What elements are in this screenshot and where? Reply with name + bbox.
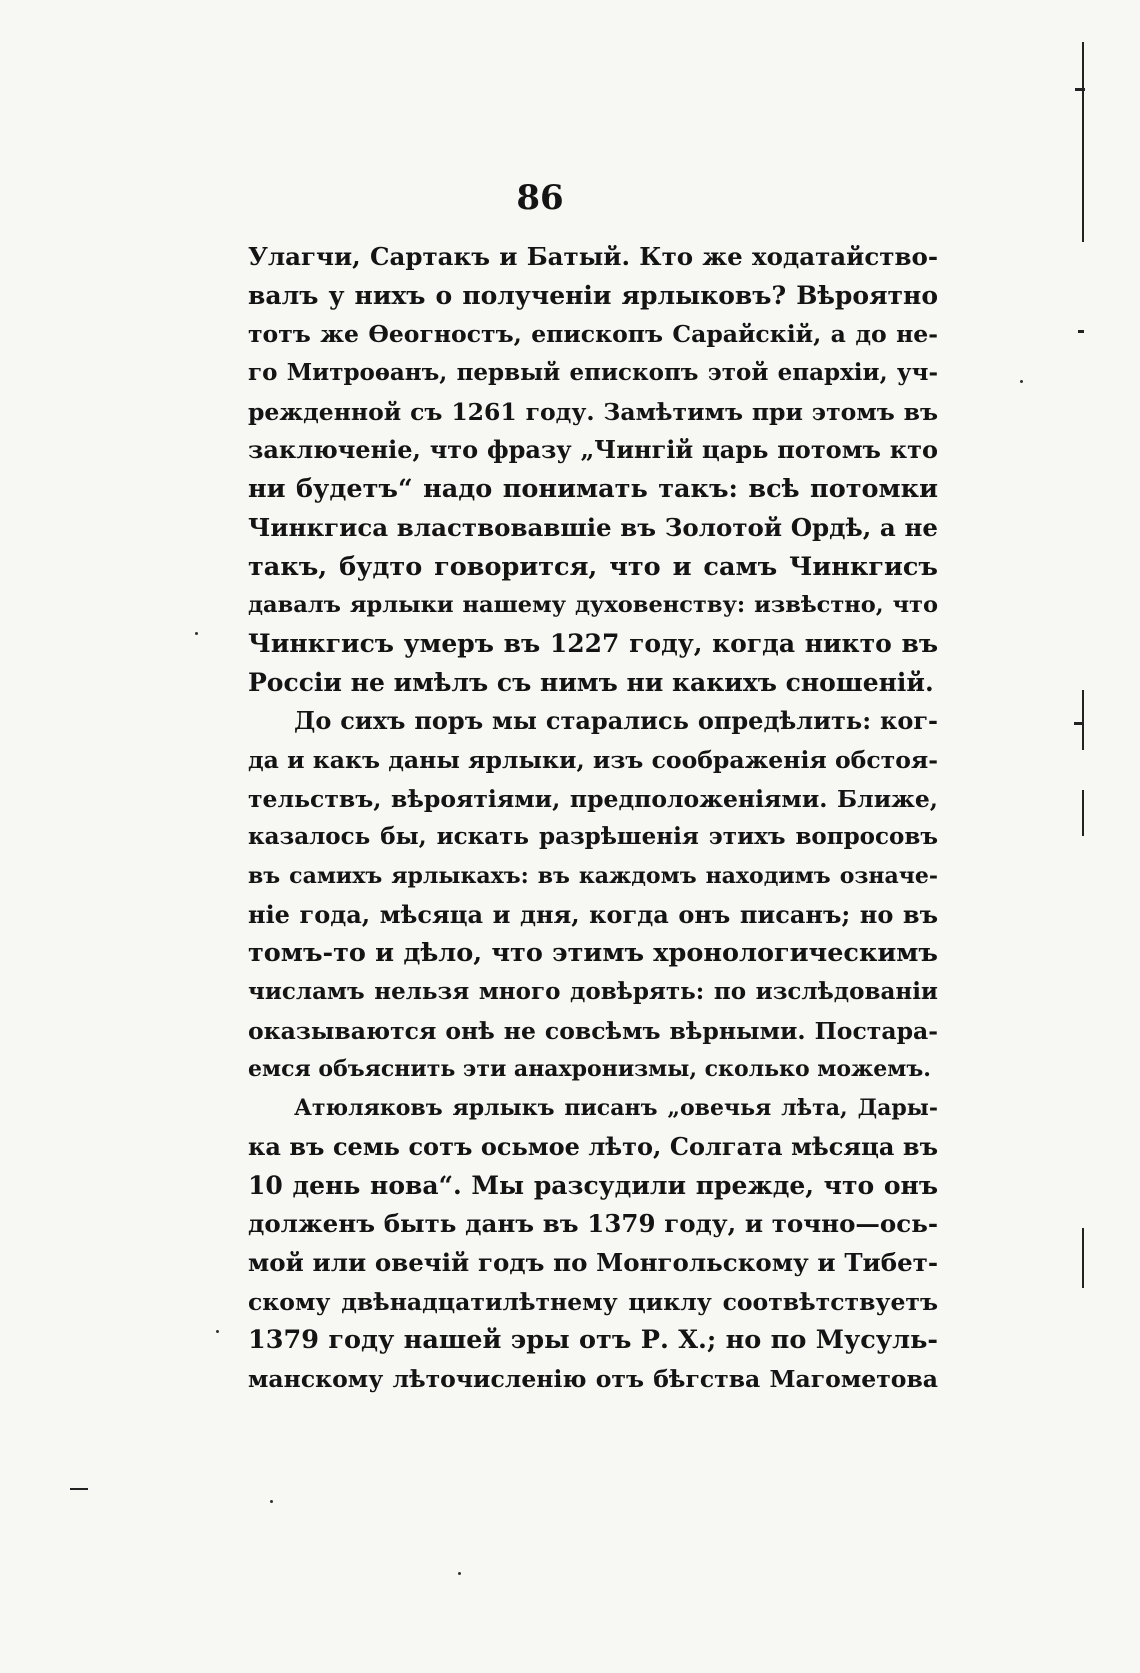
text-line: 1379 году нашей эры отъ Р. Х.; но по Мусуль-	[248, 1325, 938, 1356]
text-line: ніе года, мѣсяца и дня, когда онъ писанъ; но въ	[248, 899, 938, 929]
scan-edge-mark	[1082, 690, 1084, 750]
text-line: казалось бы, искать разрѣшенія этихъ вопросовъ	[248, 823, 938, 851]
scan-edge-mark	[1082, 42, 1084, 242]
text-line: Улагчи, Сартакъ и Батый. Кто же ходатайство-	[248, 242, 938, 271]
text-line: Чинкгисъ умеръ въ 1227 году, когда никто въ	[248, 628, 938, 658]
text-line: 10 день нова“. Мы разсудили прежде, что онъ	[248, 1170, 938, 1200]
scan-speck	[458, 1572, 461, 1575]
body-text	[248, 238, 938, 1399]
text-line: тотъ же Ѳеогностъ, епископъ Сарайскій, а до не-	[248, 320, 938, 349]
page-number: 86	[516, 178, 564, 218]
text-line: тельствъ, вѣроятіями, предположеніями. Ближе,	[248, 784, 938, 813]
text-line: томъ-то и дѣло, что этимъ хронологическимъ	[248, 938, 938, 969]
text-line: да и какъ даны ярлыки, изъ соображенія обстоя-	[248, 745, 938, 774]
text-line: давалъ ярлыки нашему духовенству: извѣстно, что	[248, 592, 938, 619]
paragraph-3	[248, 1089, 938, 1399]
text-line: долженъ быть данъ въ 1379 году, и точно—ось-	[248, 1209, 938, 1239]
scan-speck	[270, 1500, 273, 1503]
text-line: валъ у нихъ о полученіи ярлыковъ? Вѣроятно	[248, 280, 938, 310]
text-line: заключеніе, что фразу „Чингій царь потомъ кто	[248, 435, 938, 465]
paragraph-2	[248, 702, 938, 1089]
paragraph-1	[248, 238, 938, 702]
text-line: Атюляковъ ярлыкъ писанъ „овечья лѣта, Дары-	[294, 1095, 938, 1122]
text-line: такъ, будто говорится, что и самъ Чинкгисъ	[248, 551, 938, 582]
text-line: манскому лѣточисленію отъ бѣгства Магометова	[248, 1364, 938, 1393]
text-line: ка въ семь сотъ осьмое лѣто, Солгата мѣсяца въ	[248, 1131, 938, 1161]
scan-edge-mark	[1074, 722, 1084, 725]
text-line: Россіи не имѣлъ съ нимъ ни какихъ сношеній.	[248, 667, 934, 697]
text-line: До сихъ поръ мы старались опредѣлить: ког-	[294, 706, 938, 736]
text-line: оказываются онѣ не совсѣмъ вѣрными. Постара-	[248, 1016, 938, 1045]
scan-edge-mark	[1075, 88, 1085, 91]
text-line: мой или овечій годъ по Монгольскому и Тибет-	[248, 1247, 938, 1277]
text-line: въ самихъ ярлыкахъ: въ каждомъ находимъ означе-	[248, 863, 938, 889]
scan-edge-mark	[1078, 330, 1084, 333]
scan-edge-mark	[70, 1488, 88, 1490]
text-line: числамъ нельзя много довѣрять: по изслѣдованіи	[248, 978, 938, 1006]
scan-speck	[1020, 380, 1023, 383]
text-line: Чинкгиса властвовавшіе въ Золотой Ордѣ, а не	[248, 512, 938, 542]
scan-speck	[216, 1330, 219, 1333]
text-line: го Митроѳанъ, первый епископъ этой епархіи, уч-	[248, 359, 938, 387]
scan-edge-mark	[1082, 1228, 1084, 1288]
scan-speck	[195, 632, 198, 635]
text-line: скому двѣнадцатилѣтнему циклу соотвѣтствуетъ	[248, 1287, 938, 1316]
text-line: ни будетъ“ надо понимать такъ: всѣ потомки	[248, 474, 938, 505]
text-line: емся объяснить эти анахронизмы, сколько можемъ.	[248, 1056, 931, 1083]
text-line: режденной съ 1261 году. Замѣтимъ при этомъ въ	[248, 397, 938, 426]
scan-edge-mark	[1082, 790, 1084, 836]
